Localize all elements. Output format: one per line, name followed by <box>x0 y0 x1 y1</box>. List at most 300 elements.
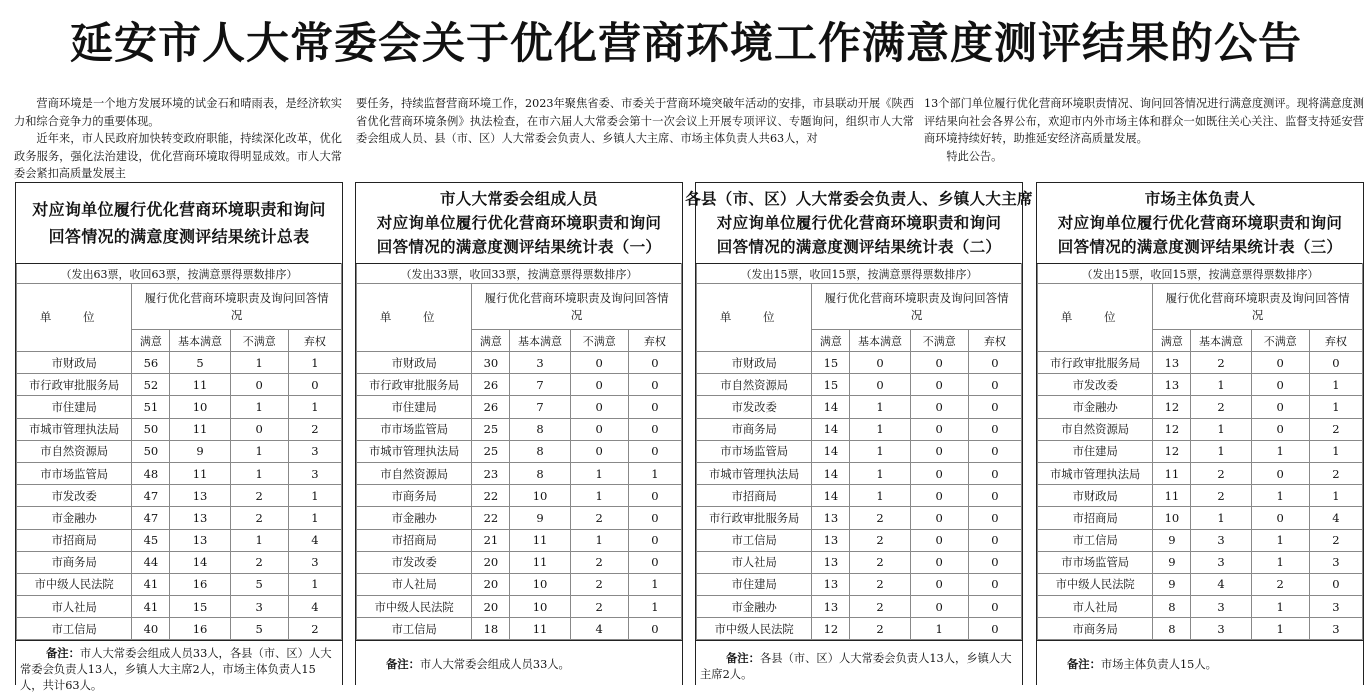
table-title-line: 市人大常委会组成人员 <box>439 190 598 208</box>
table-row <box>357 418 682 440</box>
basic-satisfied-count: 11 <box>510 551 570 573</box>
table-title-line: 对应询单位履行优化营商环境职责和询问 <box>1057 214 1343 232</box>
dissatisfied-count: 0 <box>910 418 968 440</box>
note-text: 市人大常委会组成人员33人。 <box>419 658 570 672</box>
basic-satisfied-count: 11 <box>170 418 230 440</box>
satisfied-count: 14 <box>812 418 850 440</box>
table-row <box>17 418 342 440</box>
abstain-count: 0 <box>628 418 681 440</box>
satisfied-count: 25 <box>472 418 510 440</box>
unit-name: 市自然资源局 <box>17 440 132 462</box>
dissatisfied-count: 2 <box>570 551 628 573</box>
dissatisfied-count: 1 <box>570 462 628 484</box>
abstain-count: 0 <box>968 573 1021 595</box>
basic-satisfied-count: 2 <box>1191 485 1251 507</box>
result-table-panel-1 <box>355 182 683 685</box>
basic-satisfied-count: 15 <box>170 596 230 618</box>
basic-satisfied-count: 0 <box>850 352 910 374</box>
dissatisfied-count: 0 <box>910 507 968 529</box>
satisfied-count: 13 <box>1153 374 1191 396</box>
abstain-count: 1 <box>628 596 681 618</box>
unit-name: 市行政审批服务局 <box>1038 352 1153 374</box>
satisfied-count: 25 <box>472 440 510 462</box>
basic-satisfied-count: 9 <box>510 507 570 529</box>
intro-column-2 <box>356 95 914 148</box>
basic-satisfied-count: 9 <box>170 440 230 462</box>
dissatisfied-count: 1 <box>230 462 288 484</box>
unit-name: 市发改委 <box>357 551 472 573</box>
abstain-count: 0 <box>968 485 1021 507</box>
dissatisfied-count: 0 <box>910 529 968 551</box>
table-row <box>17 618 342 640</box>
intro-column-3 <box>924 95 1364 165</box>
satisfied-count: 13 <box>812 573 850 595</box>
abstain-count: 1 <box>628 573 681 595</box>
note-text: 市人大常委会组成人员33人，各县（市、区）人大常委会负责人13人，乡镇人大主席2人，市场主体负责人15人，共计63人。 <box>20 647 332 693</box>
col-header-abstain: 弃权 <box>968 330 1021 352</box>
unit-name: 市中级人民法院 <box>1038 573 1153 595</box>
abstain-count: 0 <box>968 462 1021 484</box>
satisfied-count: 47 <box>132 485 170 507</box>
satisfied-count: 11 <box>1153 462 1191 484</box>
table-title <box>1037 183 1363 263</box>
dissatisfied-count: 1 <box>230 352 288 374</box>
dissatisfied-count: 4 <box>570 618 628 640</box>
table-note <box>696 640 1022 683</box>
unit-name: 市招商局 <box>697 485 812 507</box>
dissatisfied-count: 0 <box>910 440 968 462</box>
table-row <box>1038 507 1363 529</box>
basic-satisfied-count: 10 <box>510 485 570 507</box>
group-header: 履行优化营商环境职责及询问回答情况 <box>812 284 1022 330</box>
satisfied-count: 15 <box>812 352 850 374</box>
table-title-line: 对应询单位履行优化营商环境职责和询问 <box>376 214 662 232</box>
satisfied-count: 18 <box>472 618 510 640</box>
abstain-count: 3 <box>288 462 341 484</box>
table-row <box>697 352 1022 374</box>
satisfied-count: 8 <box>1153 618 1191 640</box>
note-label: 备注： <box>46 647 80 661</box>
unit-name: 市行政审批服务局 <box>17 374 132 396</box>
dissatisfied-count: 3 <box>230 596 288 618</box>
abstain-count: 3 <box>1309 596 1362 618</box>
satisfied-count: 41 <box>132 596 170 618</box>
table-row <box>357 485 682 507</box>
dissatisfied-count: 0 <box>910 352 968 374</box>
dissatisfied-count: 0 <box>1251 462 1309 484</box>
abstain-count: 3 <box>288 440 341 462</box>
unit-name: 市商务局 <box>357 485 472 507</box>
unit-header: 单 位 <box>697 284 812 352</box>
table-row <box>357 507 682 529</box>
results-table <box>16 263 342 640</box>
satisfied-count: 9 <box>1153 551 1191 573</box>
dissatisfied-count: 1 <box>1251 440 1309 462</box>
abstain-count: 0 <box>968 418 1021 440</box>
table-row <box>697 596 1022 618</box>
abstain-count: 0 <box>968 440 1021 462</box>
table-title-line: 对应询单位履行优化营商环境职责和询问 <box>716 214 1002 232</box>
dissatisfied-count: 1 <box>1251 596 1309 618</box>
unit-name: 市财政局 <box>1038 485 1153 507</box>
intro-paragraph: 营商环境是一个地方发展环境的试金石和晴雨表，是经济软实力和综合竞争力的重要体现。 <box>14 97 342 128</box>
table-row <box>357 573 682 595</box>
abstain-count: 1 <box>1309 485 1362 507</box>
table-note <box>356 640 682 673</box>
table-row <box>697 418 1022 440</box>
satisfied-count: 26 <box>472 374 510 396</box>
unit-name: 市行政审批服务局 <box>357 374 472 396</box>
unit-name: 市人社局 <box>357 573 472 595</box>
col-header-basically-satisfied: 基本满意 <box>510 330 570 352</box>
vote-summary: （发出15票，收回15票，按满意票得票数排序） <box>1038 264 1363 284</box>
table-row <box>1038 418 1363 440</box>
table-row <box>697 440 1022 462</box>
group-header: 履行优化营商环境职责及询问回答情况 <box>132 284 342 330</box>
dissatisfied-count: 1 <box>1251 618 1309 640</box>
dissatisfied-count: 1 <box>230 396 288 418</box>
satisfied-count: 11 <box>1153 485 1191 507</box>
abstain-count: 1 <box>288 396 341 418</box>
table-row <box>357 529 682 551</box>
note-text: 各县（市、区）人大常委会负责人13人，乡镇人大主席2人。 <box>700 652 1012 682</box>
satisfied-count: 22 <box>472 507 510 529</box>
satisfied-count: 23 <box>472 462 510 484</box>
abstain-count: 3 <box>1309 618 1362 640</box>
table-note <box>16 640 342 694</box>
unit-name: 市城市管理执法局 <box>697 462 812 484</box>
satisfied-count: 47 <box>132 507 170 529</box>
vote-summary: （发出15票，收回15票，按满意票得票数排序） <box>697 264 1022 284</box>
satisfied-count: 26 <box>472 396 510 418</box>
dissatisfied-count: 0 <box>910 596 968 618</box>
abstain-count: 3 <box>288 551 341 573</box>
basic-satisfied-count: 1 <box>1191 440 1251 462</box>
result-table-panel-2 <box>685 182 1033 685</box>
abstain-count: 3 <box>1309 551 1362 573</box>
dissatisfied-count: 1 <box>230 529 288 551</box>
note-text: 市场主体负责人15人。 <box>1100 658 1217 672</box>
unit-name: 市招商局 <box>1038 507 1153 529</box>
abstain-count: 0 <box>968 352 1021 374</box>
dissatisfied-count: 0 <box>570 440 628 462</box>
abstain-count: 0 <box>968 529 1021 551</box>
satisfied-count: 44 <box>132 551 170 573</box>
dissatisfied-count: 1 <box>910 618 968 640</box>
abstain-count: 0 <box>628 551 681 573</box>
page-title: 延安市人大常委会关于优化营商环境工作满意度测评结果的公告 <box>70 19 1302 69</box>
satisfied-count: 20 <box>472 596 510 618</box>
basic-satisfied-count: 1 <box>1191 374 1251 396</box>
group-header: 履行优化营商环境职责及询问回答情况 <box>1153 284 1363 330</box>
basic-satisfied-count: 3 <box>1191 529 1251 551</box>
basic-satisfied-count: 1 <box>850 440 910 462</box>
table-row <box>1038 440 1363 462</box>
basic-satisfied-count: 1 <box>850 485 910 507</box>
col-header-basically-satisfied: 基本满意 <box>850 330 910 352</box>
intro-paragraph: 近年来，市人民政府加快转变政府职能，持续深化改革，优化政务服务，强化法治建设，优化营商环境取得明显成效。市人大常委会紧扣高质量发展主 <box>14 132 342 180</box>
unit-name: 市中级人民法院 <box>697 618 812 640</box>
basic-satisfied-count: 1 <box>850 418 910 440</box>
col-header-satisfied: 满意 <box>812 330 850 352</box>
unit-name: 市市场监管局 <box>17 462 132 484</box>
unit-name: 市金融办 <box>697 596 812 618</box>
dissatisfied-count: 0 <box>910 573 968 595</box>
satisfied-count: 13 <box>812 551 850 573</box>
basic-satisfied-count: 2 <box>850 596 910 618</box>
satisfied-count: 51 <box>132 396 170 418</box>
abstain-count: 0 <box>628 507 681 529</box>
unit-name: 市财政局 <box>17 352 132 374</box>
dissatisfied-count: 0 <box>230 418 288 440</box>
table-title <box>685 183 1033 263</box>
dissatisfied-count: 0 <box>1251 374 1309 396</box>
unit-name: 市金融办 <box>1038 396 1153 418</box>
abstain-count: 2 <box>1309 418 1362 440</box>
satisfied-count: 40 <box>132 618 170 640</box>
basic-satisfied-count: 3 <box>1191 596 1251 618</box>
satisfied-count: 52 <box>132 374 170 396</box>
unit-name: 市市场监管局 <box>697 440 812 462</box>
unit-name: 市发改委 <box>17 485 132 507</box>
vote-summary: （发出33票，收回33票，按满意票得票数排序） <box>357 264 682 284</box>
basic-satisfied-count: 2 <box>1191 462 1251 484</box>
intro-column-1 <box>14 95 342 183</box>
abstain-count: 4 <box>288 596 341 618</box>
table-title <box>16 183 342 263</box>
abstain-count: 1 <box>1309 440 1362 462</box>
satisfied-count: 12 <box>1153 440 1191 462</box>
abstain-count: 2 <box>1309 529 1362 551</box>
satisfied-count: 12 <box>1153 396 1191 418</box>
dissatisfied-count: 0 <box>910 396 968 418</box>
col-header-dissatisfied: 不满意 <box>910 330 968 352</box>
abstain-count: 2 <box>288 418 341 440</box>
basic-satisfied-count: 10 <box>510 573 570 595</box>
table-row <box>697 573 1022 595</box>
abstain-count: 0 <box>628 618 681 640</box>
abstain-count: 0 <box>1309 352 1362 374</box>
satisfied-count: 41 <box>132 573 170 595</box>
dissatisfied-count: 0 <box>570 418 628 440</box>
unit-header: 单 位 <box>357 284 472 352</box>
basic-satisfied-count: 1 <box>1191 507 1251 529</box>
unit-name: 市人社局 <box>1038 596 1153 618</box>
basic-satisfied-count: 16 <box>170 573 230 595</box>
basic-satisfied-count: 4 <box>1191 573 1251 595</box>
dissatisfied-count: 0 <box>1251 396 1309 418</box>
unit-name: 市招商局 <box>17 529 132 551</box>
unit-name: 市行政审批服务局 <box>697 507 812 529</box>
basic-satisfied-count: 3 <box>1191 551 1251 573</box>
abstain-count: 2 <box>288 618 341 640</box>
satisfied-count: 22 <box>472 485 510 507</box>
dissatisfied-count: 0 <box>1251 418 1309 440</box>
table-row <box>17 529 342 551</box>
satisfied-count: 10 <box>1153 507 1191 529</box>
table-row <box>1038 529 1363 551</box>
satisfied-count: 13 <box>812 529 850 551</box>
basic-satisfied-count: 5 <box>170 352 230 374</box>
basic-satisfied-count: 7 <box>510 396 570 418</box>
basic-satisfied-count: 14 <box>170 551 230 573</box>
satisfied-count: 9 <box>1153 529 1191 551</box>
basic-satisfied-count: 13 <box>170 507 230 529</box>
abstain-count: 1 <box>288 573 341 595</box>
table-row <box>357 440 682 462</box>
dissatisfied-count: 1 <box>570 529 628 551</box>
intro-paragraph: 13个部门单位履行优化营商环境职责情况、询问回答情况进行满意度测评。现将满意度测评结果向社会各界公布，欢迎市内外市场主体和群众一如既往关心关注、监督支持延安营商环境持续好转，助推延安经济高质量发展。 <box>924 97 1364 145</box>
unit-name: 市自然资源局 <box>357 462 472 484</box>
table-title-line: 回答情况的满意度测评结果统计表（二） <box>716 238 1002 256</box>
table-row <box>17 573 342 595</box>
satisfied-count: 13 <box>812 507 850 529</box>
table-row <box>357 374 682 396</box>
satisfied-count: 20 <box>472 573 510 595</box>
table-row <box>17 396 342 418</box>
table-row <box>697 462 1022 484</box>
abstain-count: 0 <box>628 529 681 551</box>
satisfied-count: 14 <box>812 485 850 507</box>
dissatisfied-count: 0 <box>230 374 288 396</box>
table-row <box>1038 374 1363 396</box>
dissatisfied-count: 2 <box>570 596 628 618</box>
dissatisfied-count: 0 <box>570 396 628 418</box>
dissatisfied-count: 2 <box>570 507 628 529</box>
satisfied-count: 15 <box>812 374 850 396</box>
results-table <box>1037 263 1363 640</box>
basic-satisfied-count: 2 <box>850 573 910 595</box>
table-row <box>697 529 1022 551</box>
table-row <box>17 507 342 529</box>
dissatisfied-count: 2 <box>230 485 288 507</box>
unit-name: 市住建局 <box>17 396 132 418</box>
abstain-count: 0 <box>968 618 1021 640</box>
dissatisfied-count: 1 <box>230 440 288 462</box>
basic-satisfied-count: 11 <box>510 529 570 551</box>
col-header-dissatisfied: 不满意 <box>1251 330 1309 352</box>
abstain-count: 0 <box>628 440 681 462</box>
table-row <box>17 596 342 618</box>
table-title-line: 回答情况的满意度测评结果统计总表 <box>48 227 310 246</box>
satisfied-count: 48 <box>132 462 170 484</box>
unit-name: 市发改委 <box>1038 374 1153 396</box>
abstain-count: 1 <box>288 507 341 529</box>
dissatisfied-count: 2 <box>230 507 288 529</box>
basic-satisfied-count: 2 <box>850 507 910 529</box>
unit-name: 市商务局 <box>1038 618 1153 640</box>
table-row <box>697 374 1022 396</box>
unit-name: 市工信局 <box>697 529 812 551</box>
basic-satisfied-count: 11 <box>170 462 230 484</box>
table-row <box>17 374 342 396</box>
satisfied-count: 21 <box>472 529 510 551</box>
results-table <box>696 263 1022 640</box>
unit-name: 市住建局 <box>1038 440 1153 462</box>
unit-name: 市工信局 <box>1038 529 1153 551</box>
table-row <box>1038 352 1363 374</box>
table-title-line: 回答情况的满意度测评结果统计表（三） <box>1057 238 1343 256</box>
unit-name: 市城市管理执法局 <box>1038 462 1153 484</box>
table-row <box>17 551 342 573</box>
basic-satisfied-count: 7 <box>510 374 570 396</box>
satisfied-count: 14 <box>812 396 850 418</box>
basic-satisfied-count: 1 <box>1191 418 1251 440</box>
dissatisfied-count: 0 <box>570 352 628 374</box>
dissatisfied-count: 2 <box>1251 573 1309 595</box>
table-title-line: 市场主体负责人 <box>1144 190 1256 208</box>
basic-satisfied-count: 8 <box>510 462 570 484</box>
vote-summary: （发出63票，收回63票，按满意票得票数排序） <box>17 264 342 284</box>
satisfied-count: 20 <box>472 551 510 573</box>
table-row <box>697 507 1022 529</box>
unit-name: 市城市管理执法局 <box>357 440 472 462</box>
satisfied-count: 56 <box>132 352 170 374</box>
dissatisfied-count: 1 <box>570 485 628 507</box>
result-table-panel-3 <box>1036 182 1364 685</box>
satisfied-count: 12 <box>1153 418 1191 440</box>
table-row <box>357 596 682 618</box>
unit-name: 市财政局 <box>357 352 472 374</box>
basic-satisfied-count: 3 <box>1191 618 1251 640</box>
table-row <box>1038 573 1363 595</box>
table-row <box>1038 596 1363 618</box>
col-header-satisfied: 满意 <box>132 330 170 352</box>
table-row <box>1038 396 1363 418</box>
table-row <box>1038 551 1363 573</box>
basic-satisfied-count: 8 <box>510 418 570 440</box>
dissatisfied-count: 0 <box>910 551 968 573</box>
unit-name: 市商务局 <box>697 418 812 440</box>
unit-name: 市工信局 <box>17 618 132 640</box>
unit-name: 市市场监管局 <box>357 418 472 440</box>
dissatisfied-count: 2 <box>570 573 628 595</box>
satisfied-count: 8 <box>1153 596 1191 618</box>
unit-name: 市市场监管局 <box>1038 551 1153 573</box>
unit-name: 市财政局 <box>697 352 812 374</box>
table-row <box>17 462 342 484</box>
note-label: 备注： <box>726 652 760 666</box>
basic-satisfied-count: 13 <box>170 485 230 507</box>
table-row <box>357 352 682 374</box>
satisfied-count: 30 <box>472 352 510 374</box>
dissatisfied-count: 0 <box>1251 352 1309 374</box>
unit-name: 市城市管理执法局 <box>17 418 132 440</box>
intro-paragraph: 特此公告。 <box>946 149 1003 163</box>
unit-name: 市金融办 <box>17 507 132 529</box>
unit-header: 单 位 <box>17 284 132 352</box>
basic-satisfied-count: 11 <box>510 618 570 640</box>
unit-name: 市中级人民法院 <box>17 573 132 595</box>
basic-satisfied-count: 10 <box>170 396 230 418</box>
satisfied-count: 50 <box>132 418 170 440</box>
satisfied-count: 9 <box>1153 573 1191 595</box>
basic-satisfied-count: 2 <box>850 618 910 640</box>
basic-satisfied-count: 0 <box>850 374 910 396</box>
abstain-count: 0 <box>288 374 341 396</box>
basic-satisfied-count: 2 <box>1191 396 1251 418</box>
abstain-count: 0 <box>968 507 1021 529</box>
table-row <box>697 396 1022 418</box>
abstain-count: 1 <box>288 485 341 507</box>
table-row <box>17 485 342 507</box>
col-header-abstain: 弃权 <box>628 330 681 352</box>
col-header-satisfied: 满意 <box>472 330 510 352</box>
unit-name: 市自然资源局 <box>697 374 812 396</box>
dissatisfied-count: 0 <box>570 374 628 396</box>
col-header-abstain: 弃权 <box>288 330 341 352</box>
basic-satisfied-count: 2 <box>850 529 910 551</box>
